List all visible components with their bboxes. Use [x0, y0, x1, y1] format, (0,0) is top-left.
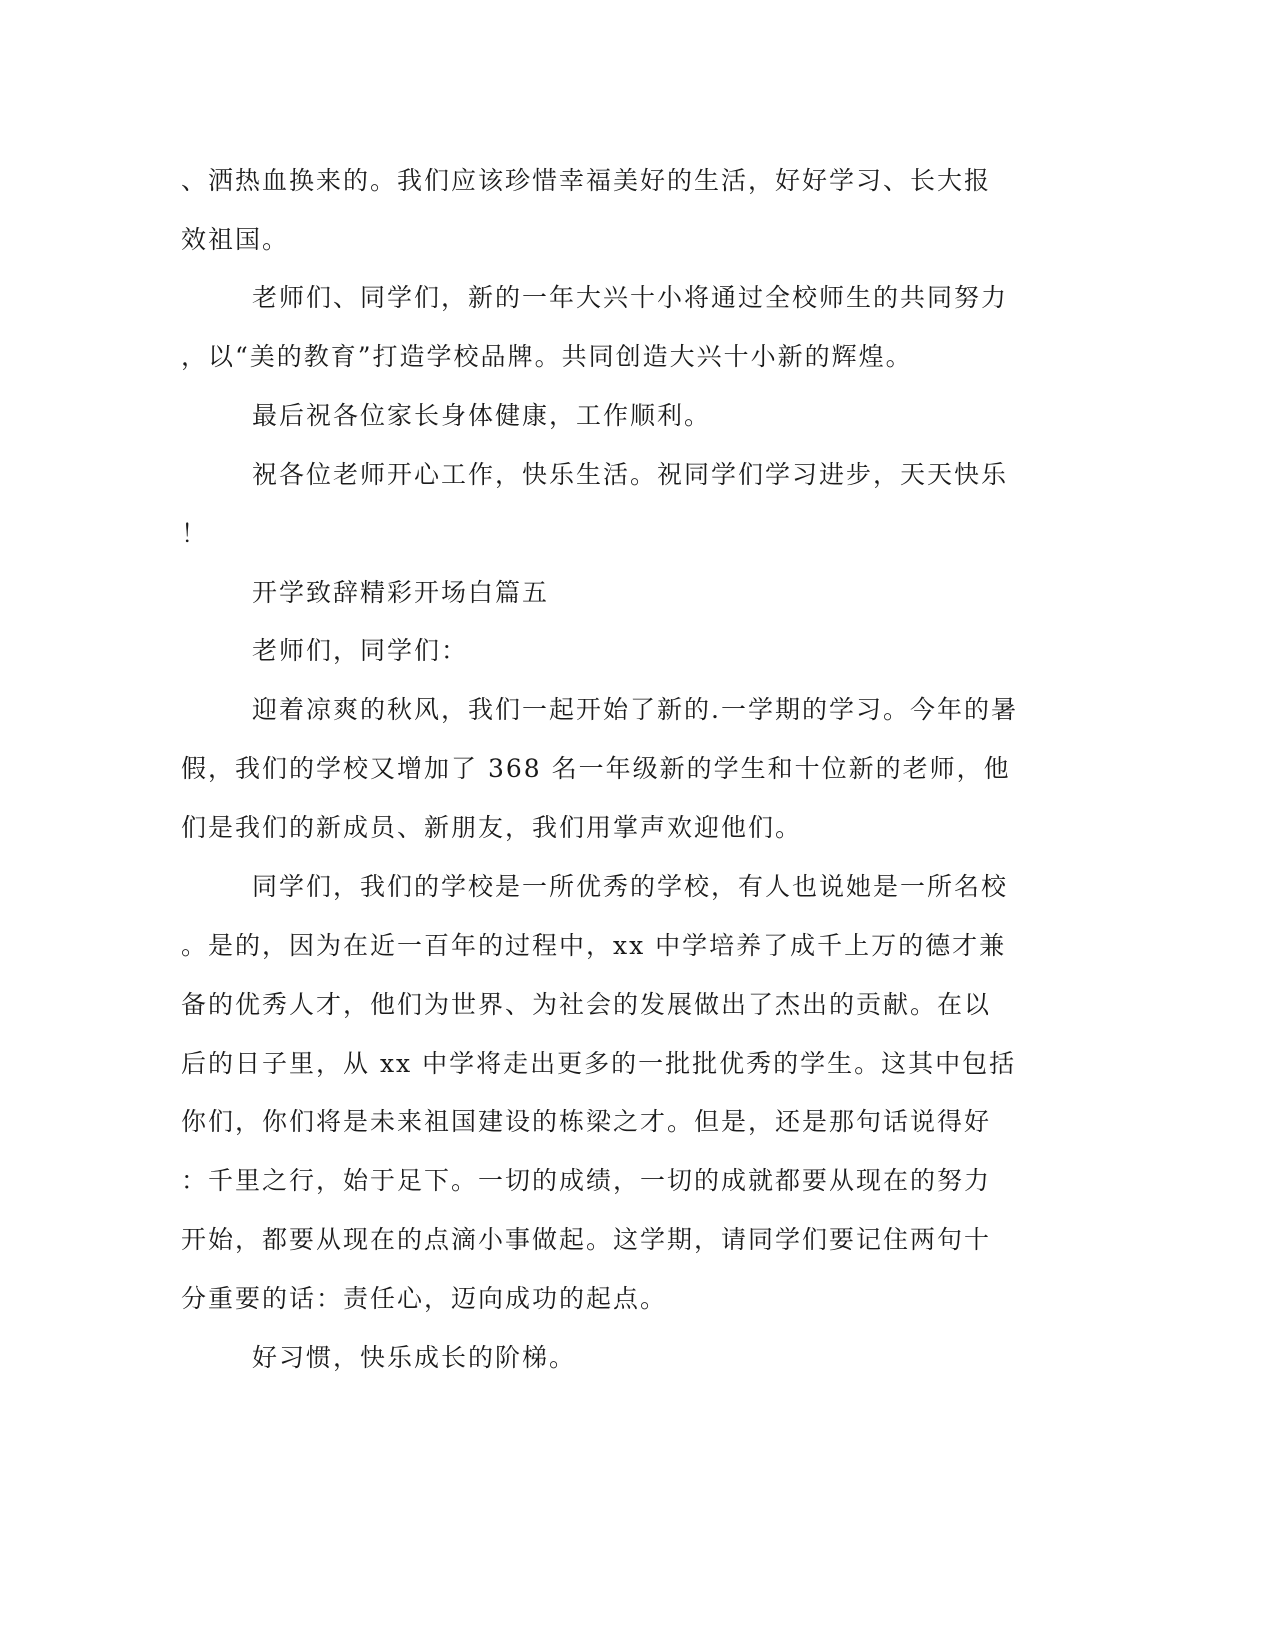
- body-text-line: 。是的，因为在近一百年的过程中，xx 中学培养了成千上万的德才兼: [181, 931, 1007, 960]
- paragraph-start-line: 最后祝各位家长身体健康，工作顺利。: [252, 401, 712, 430]
- body-text-line: 你们，你们将是未来祖国建设的栋梁之才。但是，还是那句话说得好: [181, 1107, 992, 1136]
- body-text-line: 假，我们的学校又增加了 368 名一年级新的学生和十位新的老师，他: [181, 754, 1011, 783]
- paragraph-start-line: 老师们、同学们，新的一年大兴十小将通过全校师生的共同努力: [252, 283, 1009, 312]
- salutation-line: 老师们，同学们：: [252, 636, 469, 665]
- body-text-line: 分重要的话：责任心，迈向成功的起点。: [181, 1284, 668, 1313]
- body-text-line: ！: [181, 519, 209, 548]
- body-text-line: 、洒热血换来的。我们应该珍惜幸福美好的生活，好好学习、长大报: [181, 166, 992, 195]
- paragraph-start-line: 好习惯，快乐成长的阶梯。: [252, 1343, 577, 1372]
- section-heading: 开学致辞精彩开场白篇五: [252, 578, 550, 607]
- paragraph-start-line: 同学们，我们的学校是一所优秀的学校，有人也说她是一所名校: [252, 872, 1009, 901]
- body-text-line: 备的优秀人才，他们为世界、为社会的发展做出了杰出的贡献。在以: [181, 990, 992, 1019]
- paragraph-start-line: 祝各位老师开心工作，快乐生活。祝同学们学习进步，天天快乐: [252, 460, 1009, 489]
- paragraph-start-line: 迎着凉爽的秋风，我们一起开始了新的.一学期的学习。今年的暑: [252, 695, 1018, 724]
- body-text-line: 后的日子里，从 xx 中学将走出更多的一批批优秀的学生。这其中包括: [181, 1049, 1017, 1078]
- body-text-line: ：千里之行，始于足下。一切的成绩，一切的成就都要从现在的努力: [181, 1166, 992, 1195]
- body-text-line: 效祖国。: [181, 225, 290, 254]
- body-text-line: 们是我们的新成员、新朋友，我们用掌声欢迎他们。: [181, 813, 803, 842]
- body-text-line: 开始，都要从现在的点滴小事做起。这学期，请同学们要记住两句十: [181, 1225, 992, 1254]
- body-text-line: ，以“美的教育”打造学校品牌。共同创造大兴十小新的辉煌。: [181, 342, 913, 371]
